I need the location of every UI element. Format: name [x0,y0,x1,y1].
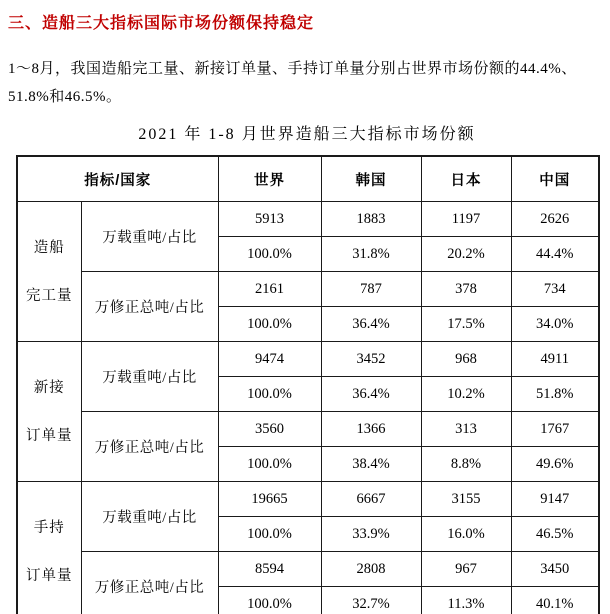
group-label-line: 新接 [33,379,65,396]
share-cell: 40.1% [511,587,599,614]
table-row [17,552,599,587]
value-cell: 1366 [321,412,421,447]
value-cell: 2808 [321,552,421,587]
share-cell: 100.0% [218,517,321,552]
market-share-table [16,155,600,614]
share-cell: 38.4% [321,447,421,482]
share-cell: 32.7% [321,587,421,614]
share-cell: 33.9% [321,517,421,552]
value-cell: 787 [321,272,421,307]
share-cell: 49.6% [511,447,599,482]
column-header-world: 世界 [218,156,321,202]
table-row [17,202,599,237]
group-label-completions [17,202,81,342]
value-cell: 2626 [511,202,599,237]
share-cell: 11.3% [421,587,511,614]
value-cell: 1883 [321,202,421,237]
share-cell: 36.4% [321,377,421,412]
value-cell: 734 [511,272,599,307]
group-label-line: 订单量 [26,567,73,584]
value-cell: 378 [421,272,511,307]
group-label-line: 造船 [33,239,65,256]
share-cell: 20.2% [421,237,511,272]
metric-label-dwt: 万载重吨/占比 [81,202,218,272]
value-cell: 1197 [421,202,511,237]
value-cell: 968 [421,342,511,377]
table-title: 2021 年 1-8 月世界造船三大指标市场份额 [138,126,476,143]
value-cell: 6667 [321,482,421,517]
value-cell: 3560 [218,412,321,447]
value-cell: 19665 [218,482,321,517]
share-cell: 100.0% [218,377,321,412]
share-cell: 51.8% [511,377,599,412]
share-cell: 100.0% [218,307,321,342]
metric-label-cgt: 万修正总吨/占比 [81,412,218,482]
share-cell: 31.8% [321,237,421,272]
group-label-new-orders [17,342,81,482]
share-cell: 100.0% [218,447,321,482]
share-cell: 34.0% [511,307,599,342]
value-cell: 8594 [218,552,321,587]
share-cell: 44.4% [511,237,599,272]
section-heading: 三、造船三大指标国际市场份额保持稳定 [8,15,315,32]
table-row [17,412,599,447]
group-label-line: 订单量 [26,427,73,444]
value-cell: 2161 [218,272,321,307]
body-paragraph: 1～8月，我国造船完工量、新接订单量、手持订单量分别占世界市场份额的44.4%、51.8%和46.5%。 [8,61,577,105]
share-cell: 10.2% [421,377,511,412]
share-cell: 16.0% [421,517,511,552]
value-cell: 313 [421,412,511,447]
table-row [17,342,599,377]
share-cell: 17.5% [421,307,511,342]
table-header-row [17,156,599,202]
value-cell: 3452 [321,342,421,377]
value-cell: 4911 [511,342,599,377]
share-cell: 36.4% [321,307,421,342]
share-cell: 8.8% [421,447,511,482]
metric-label-dwt: 万载重吨/占比 [81,342,218,412]
value-cell: 967 [421,552,511,587]
metric-label-cgt: 万修正总吨/占比 [81,552,218,614]
column-header-japan: 日本 [421,156,511,202]
table-row [17,482,599,517]
column-header-china: 中国 [511,156,599,202]
corner-header-indicator-country: 指标/国家 [17,156,218,202]
metric-label-dwt: 万载重吨/占比 [81,482,218,552]
group-label-line: 完工量 [26,287,73,304]
column-header-korea: 韩国 [321,156,421,202]
table-row [17,272,599,307]
value-cell: 3155 [421,482,511,517]
share-cell: 46.5% [511,517,599,552]
value-cell: 1767 [511,412,599,447]
metric-label-cgt: 万修正总吨/占比 [81,272,218,342]
group-label-order-book [17,482,81,614]
share-cell: 100.0% [218,237,321,272]
value-cell: 9147 [511,482,599,517]
share-cell: 100.0% [218,587,321,614]
value-cell: 5913 [218,202,321,237]
value-cell: 9474 [218,342,321,377]
value-cell: 3450 [511,552,599,587]
group-label-line: 手持 [33,519,65,536]
